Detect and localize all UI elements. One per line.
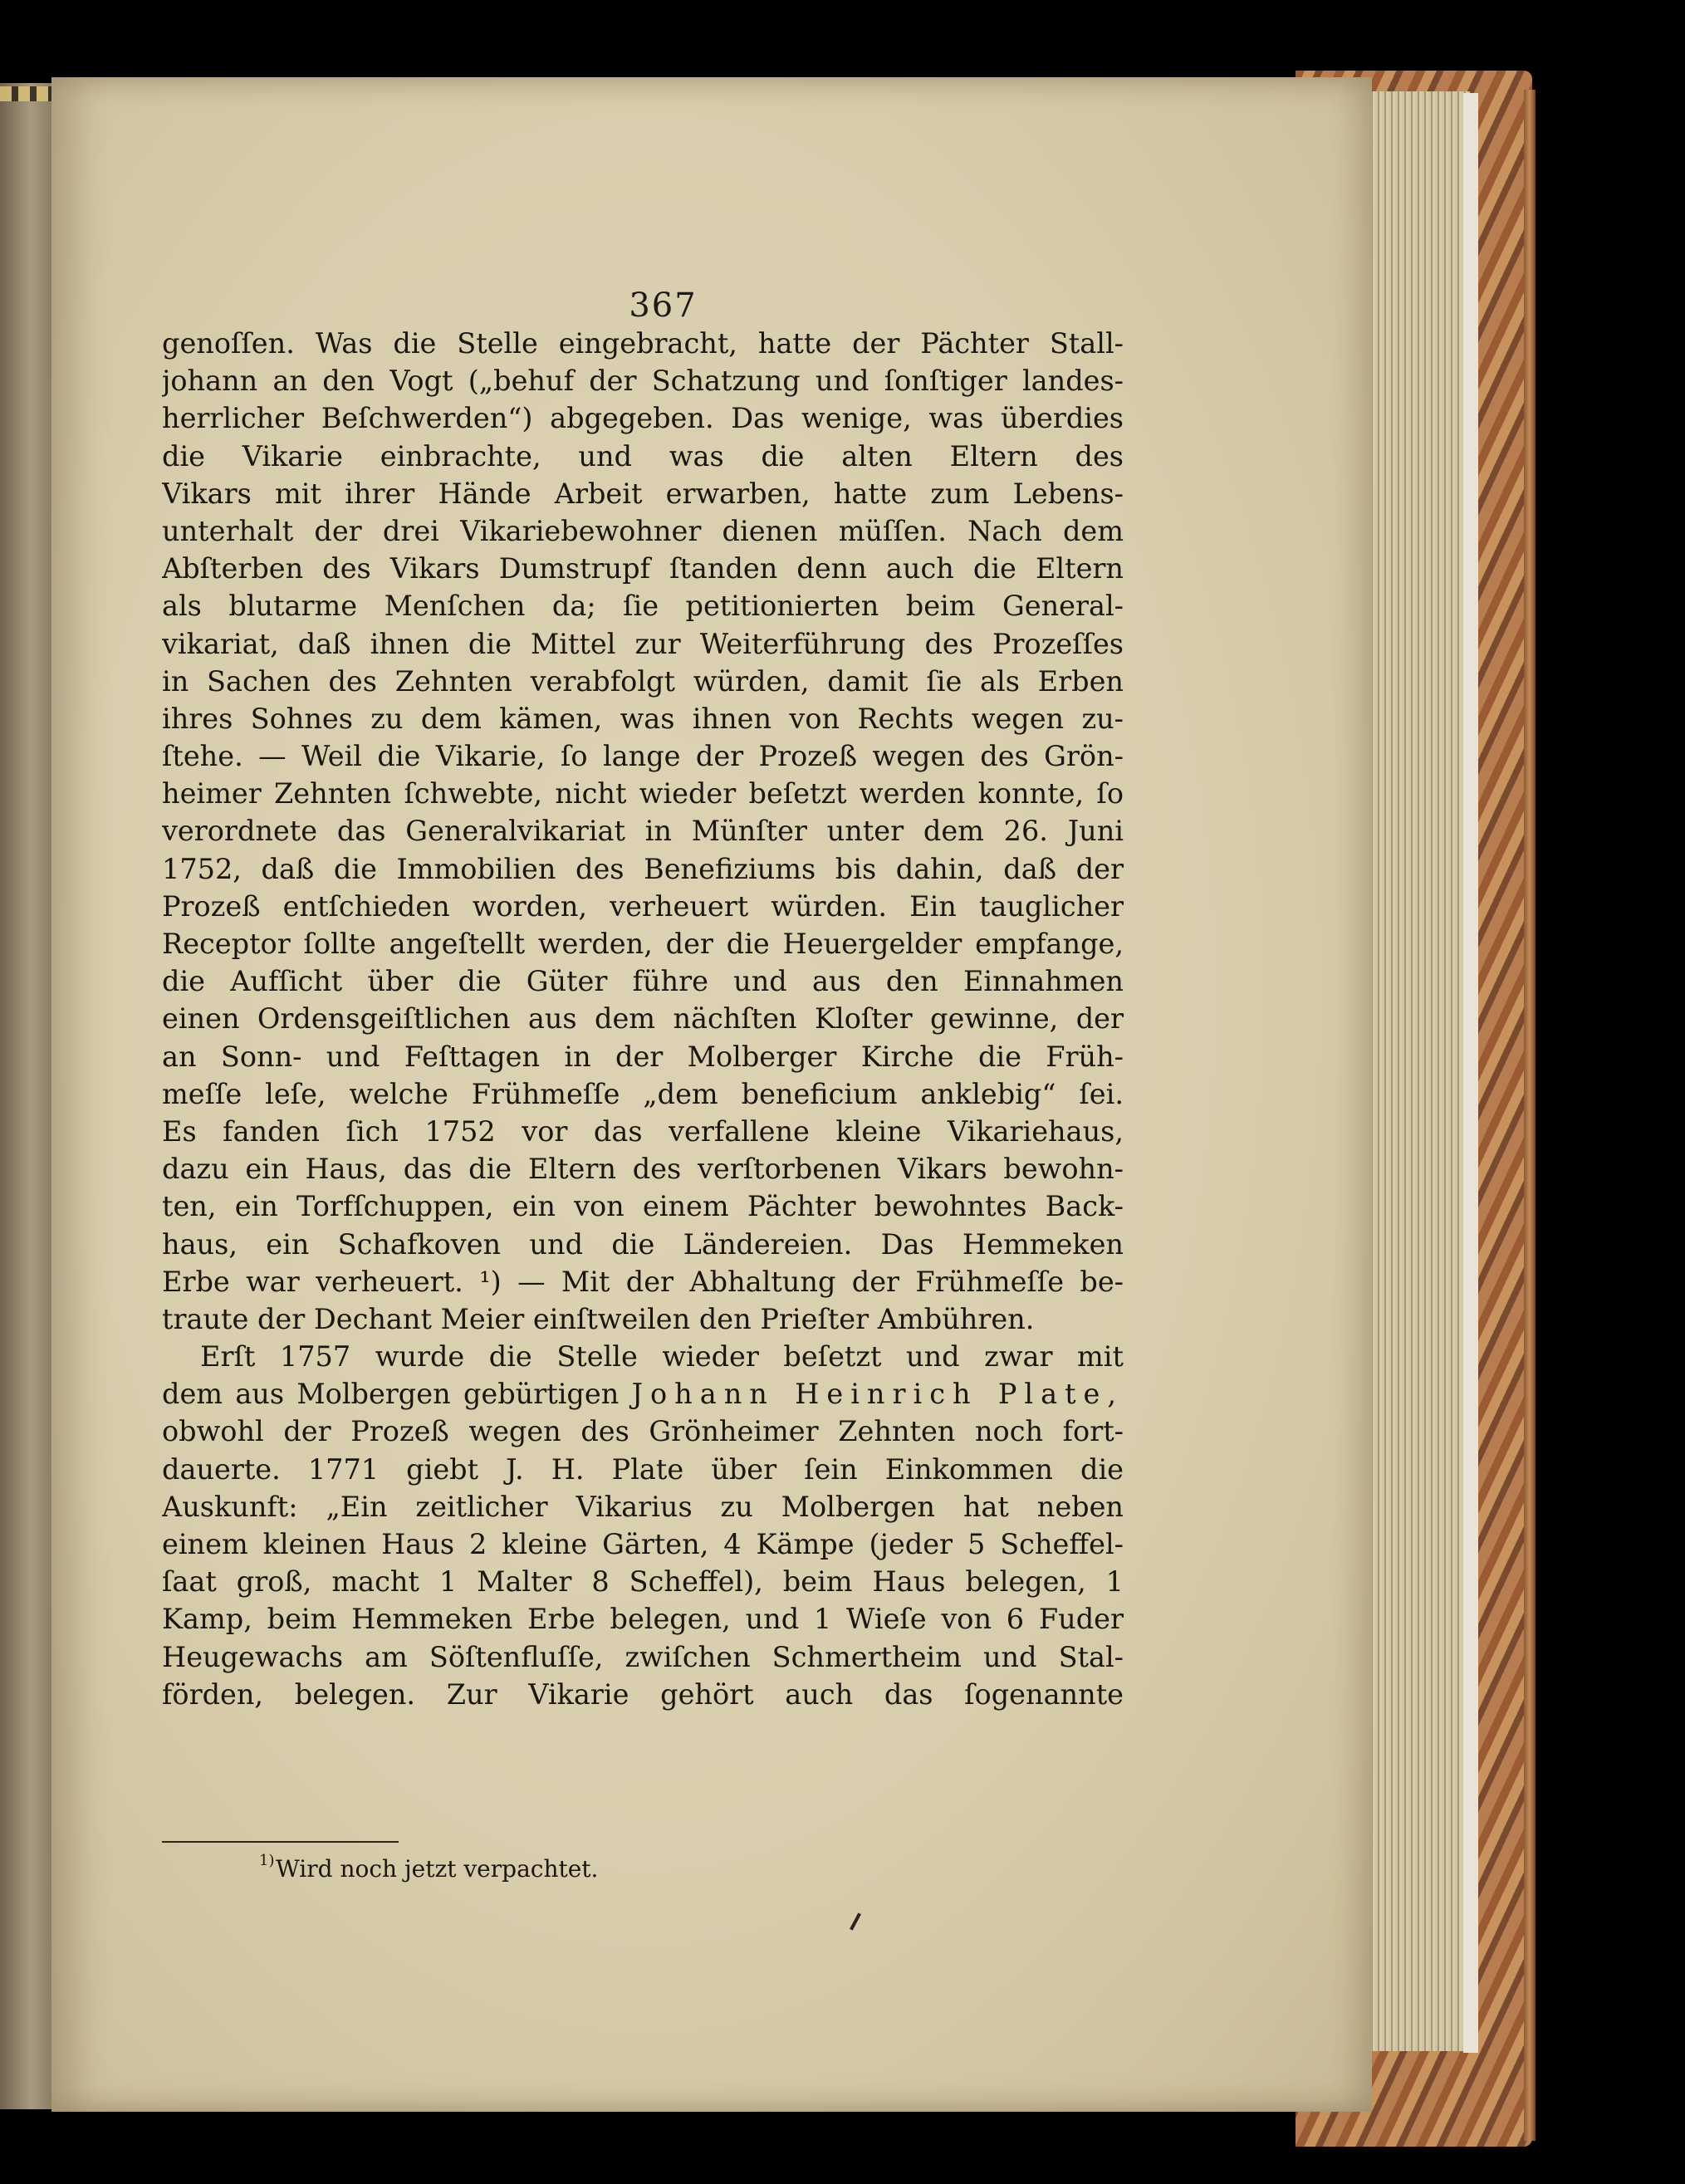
text-line: die Aufſicht über die Güter führe und aus den Einnahmen	[162, 965, 1124, 998]
text-line: Prozeß entſchieden worden, verheuert würden. Ein tauglicher	[162, 889, 1124, 923]
pencil-mark	[850, 1912, 861, 1930]
text-line: verordnete das Generalvikariat in Münſter unter dem 26. Juni	[162, 815, 1124, 848]
text-line: obwohl der Prozeß wegen des Grönheimer Zehnten noch fort-	[162, 1415, 1124, 1448]
text-line: traute der Dechant Meier einſtweilen den Prieſter Ambühren.	[162, 1302, 1035, 1335]
text-line: ten, ein Torfſchuppen, ein von einem Pächter bewohntes Back-	[162, 1190, 1124, 1223]
text-line: johann an den Vogt („behuf der Schatzung und ſonſtiger landes-	[162, 365, 1124, 398]
footnote-text: Wird noch jetzt verpachtet.	[276, 1855, 599, 1883]
page-stack-edges	[1362, 91, 1470, 2051]
text-line: dem aus Molbergen gebürtigen	[162, 1378, 620, 1411]
text-line: Erbe war verheuert. ¹) — Mit der Abhaltung der Frühmeſſe be-	[162, 1265, 1124, 1298]
text-line: einen Ordensgeiſtlichen aus dem nächſten Kloſter gewinne, der	[162, 1002, 1124, 1036]
text-line: haus, ein Schafkoven und die Ländereien. Das Hemmeken	[162, 1227, 1124, 1261]
spaced-name: Johann Heinrich Plate,	[631, 1378, 1124, 1411]
text-line: heimer Zehnten ſchwebte, nicht wieder beſetzt werden konnte, ſo	[162, 777, 1124, 810]
text-line: 1752, daß die Immobilien des Benefiziums bis dahin, daß der	[162, 852, 1124, 885]
text-line: in Sachen des Zehnten verabfolgt würden, damit ſie als Erben	[162, 664, 1124, 698]
text-line: genoſſen. Was die Stelle eingebracht, hatte der Pächter Stall-	[162, 327, 1124, 360]
text-line: ſaat groß, macht 1 Malter 8 Scheffel), beim Haus belegen, 1	[162, 1565, 1124, 1599]
text-line: ihres Sohnes zu dem kämen, was ihnen von Rechts wegen zu-	[162, 702, 1124, 735]
text-line: vikariat, daß ihnen die Mittel zur Weiterführung des Prozeſſes	[162, 627, 1124, 660]
text-line: Receptor ſollte angeſtellt werden, der die Heuergelder empfange,	[162, 928, 1124, 960]
text-line: an Sonn- und Feſttagen in der Molberger Kirche die Früh-	[162, 1040, 1124, 1073]
footnote-divider	[162, 1841, 399, 1843]
text-line: Vikars mit ihrer Hände Arbeit erwarben, hatte zum Lebens-	[162, 477, 1124, 510]
text-line: als blutarme Menſchen da; ſie petitionierten beim General-	[162, 590, 1124, 623]
page-number: 367	[629, 286, 698, 325]
text-line: Heugewachs am Söſtenfluſſe, zwiſchen Schmertheim und Stal-	[162, 1640, 1124, 1673]
footnote	[259, 1852, 599, 1884]
text-line: förden, belegen. Zur Vikarie gehört auch das ſogenannte	[162, 1677, 1124, 1711]
text-line-with-name	[162, 1375, 1124, 1413]
text-line: herrlicher Beſchwerden“) abgegeben. Das wenige, was überdies	[162, 402, 1124, 435]
cover-spine-edge	[1524, 90, 1536, 2141]
endpaper-edge	[1463, 93, 1478, 2053]
text-line: Kamp, beim Hemmeken Erbe belegen, und 1 Wieſe von 6 Fuder	[162, 1603, 1124, 1636]
footnote-marker: 1)	[259, 1852, 275, 1869]
text-line: einem kleinen Haus 2 kleine Gärten, 4 Kämpe (jeder 5 Scheffel-	[162, 1528, 1124, 1560]
text-line: dazu ein Haus, das die Eltern des verſtorbenen Vikars bewohn-	[162, 1153, 1124, 1186]
text-line: die Vikarie einbrachte, und was die alten Eltern des	[162, 439, 1124, 473]
text-line: Es fanden ſich 1752 vor das verfallene kleine Vikariehaus,	[162, 1114, 1124, 1148]
text-line: ſtehe. — Weil die Vikarie, ſo lange der Prozeß wegen des Grön-	[162, 740, 1124, 773]
left-facing-page	[0, 83, 51, 2109]
text-line: dauerte. 1771 giebt J. H. Plate über ſein Einkommen die	[162, 1452, 1124, 1486]
book-page	[51, 77, 1372, 2112]
text-line: unterhalt der drei Vikariebewohner dienen müſſen. Nach dem	[162, 514, 1124, 547]
text-line: meſſe leſe, welche Frühmeſſe „dem beneficium anklebig“ ſei.	[162, 1077, 1124, 1110]
text-line: Erſt 1757 wurde die Stelle wieder beſetzt und zwar mit	[200, 1340, 1124, 1374]
text-line: Auskunft: „Ein zeitlicher Vikarius zu Molbergen hat neben	[162, 1490, 1124, 1523]
text-line: Abſterben des Vikars Dumstrupf ſtanden denn auch die Eltern	[162, 552, 1124, 585]
body-text	[162, 325, 1124, 1713]
